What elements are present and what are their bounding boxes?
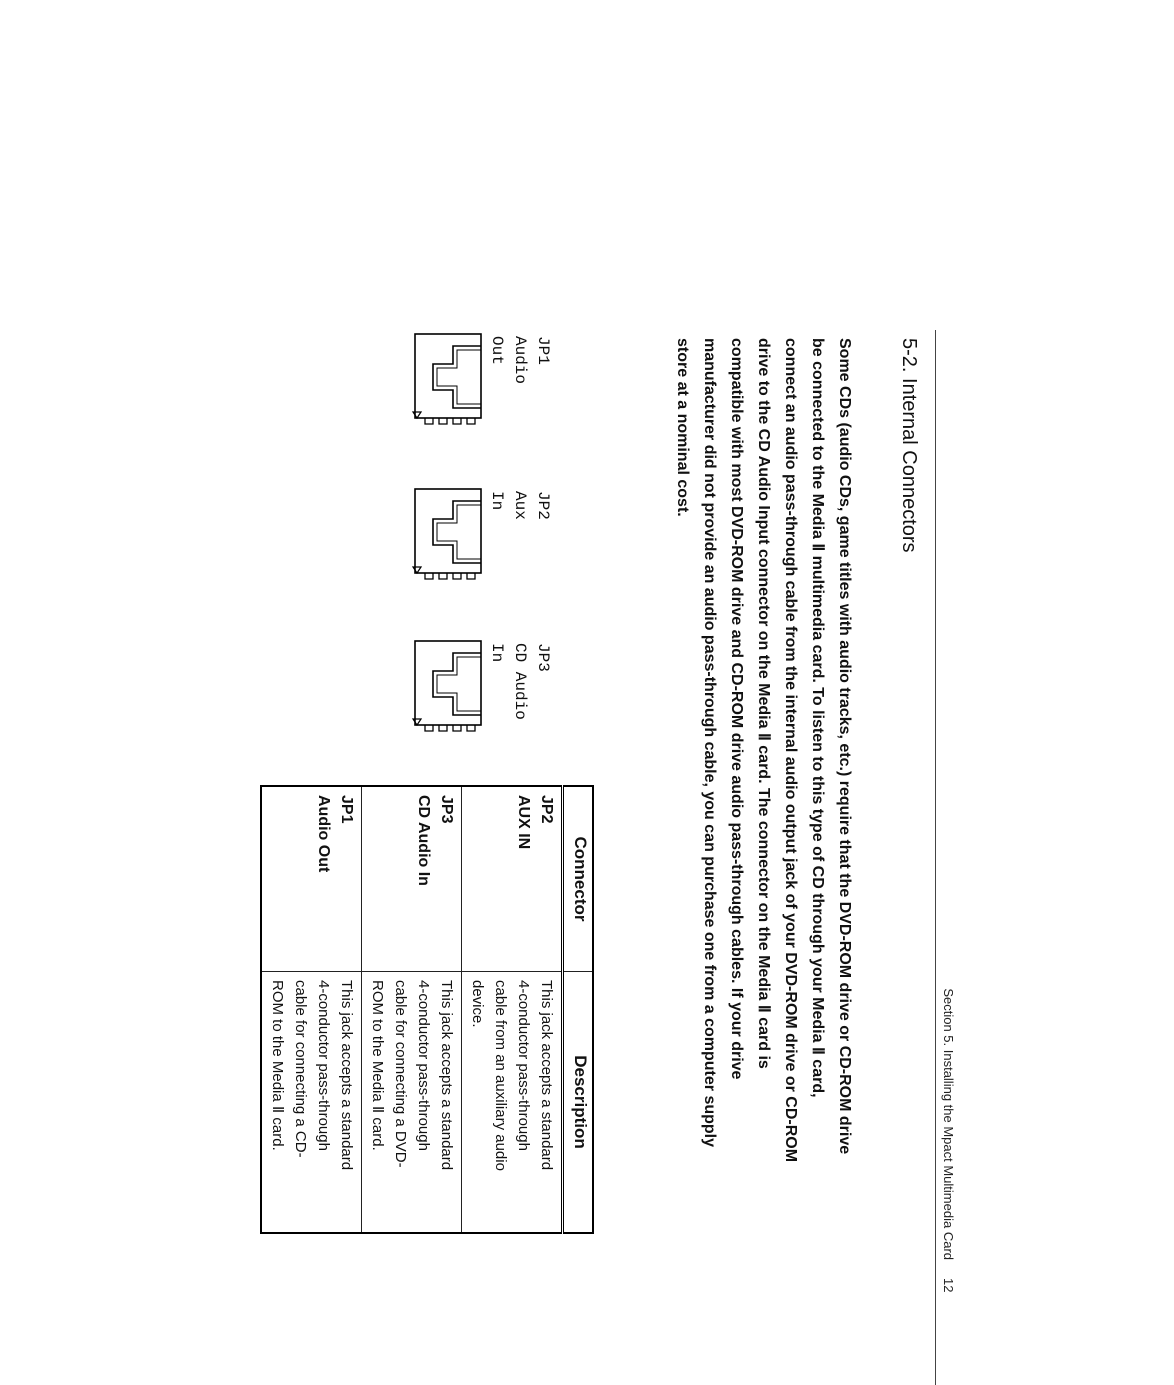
body-line: Some CDs (audio CDs, game titles with audio tracks, etc.) require that the DVD-ROM drive or CD-ROM drive bbox=[836, 338, 853, 1155]
description-line: This jack accepts a standard bbox=[438, 980, 455, 1171]
connector-cell bbox=[261, 786, 362, 972]
connector-cell bbox=[362, 786, 462, 972]
description-line: This jack accepts a standard bbox=[338, 980, 355, 1171]
body-line: be connected to the Media Ⅱ multimedia card. To listen to this type of CD through your Media Ⅱ card, bbox=[809, 338, 826, 1098]
jack-jp2 bbox=[403, 487, 554, 647]
jack-label-line: JP3 bbox=[534, 643, 552, 672]
jack-label-line: Out bbox=[488, 336, 506, 365]
connector-id: JP2 bbox=[538, 795, 555, 824]
connector-name: AUX IN bbox=[515, 795, 532, 850]
description-cell bbox=[362, 972, 462, 1234]
connector-id: JP3 bbox=[438, 795, 455, 824]
connector-name: CD Audio In bbox=[415, 795, 432, 886]
description-line: cable for connecting a CD- bbox=[292, 980, 309, 1158]
header-divider bbox=[935, 330, 936, 1385]
table-row bbox=[261, 786, 362, 1233]
description-line: cable from an auxiliary audio bbox=[492, 980, 509, 1171]
jack-label-line: In bbox=[488, 643, 506, 663]
column-header-description: Description bbox=[563, 972, 594, 1234]
jack-jp1 bbox=[403, 332, 554, 492]
jack-label-line: Audio bbox=[511, 336, 529, 385]
jack-jp3 bbox=[403, 639, 554, 799]
body-line: compatible with most DVD-ROM drive and CD-ROM drive audio pass-through cables. If your drive bbox=[728, 338, 745, 1080]
table-row bbox=[362, 786, 462, 1233]
jack-label-line: JP2 bbox=[534, 491, 552, 520]
description-cell bbox=[462, 972, 563, 1234]
body-paragraph bbox=[669, 338, 858, 1368]
connector-jack-icon bbox=[403, 332, 483, 430]
body-line: store at a nominal cost. bbox=[674, 338, 691, 517]
table-header-row bbox=[563, 786, 594, 1233]
jack-label-line: JP1 bbox=[534, 336, 552, 365]
jack-label bbox=[485, 491, 554, 647]
jack-label-line: CD Audio bbox=[511, 643, 529, 720]
description-cell bbox=[261, 972, 362, 1234]
jack-label bbox=[485, 336, 554, 492]
connector-id: JP1 bbox=[338, 795, 355, 824]
description-line: This jack accepts a standard bbox=[538, 980, 555, 1171]
connector-table bbox=[260, 785, 594, 1234]
column-header-connector: Connector bbox=[563, 786, 594, 972]
connector-diagram bbox=[354, 332, 554, 802]
table-row bbox=[462, 786, 563, 1233]
jack-label-line: Aux bbox=[511, 491, 529, 520]
running-header-title: Section 5. Installing the Mpact Multimedia Card bbox=[941, 988, 956, 1260]
description-line: ROM to the Media Ⅱ card. bbox=[369, 980, 386, 1151]
jack-label bbox=[485, 643, 554, 799]
body-line: manufacturer did not provide an audio pass-through cable, you can purchase one from a computer supply bbox=[701, 338, 718, 1148]
description-line: 4-conductor pass-through bbox=[415, 980, 432, 1151]
description-line: 4-conductor pass-through bbox=[315, 980, 332, 1151]
description-line: ROM to the Media Ⅱ card. bbox=[269, 980, 286, 1151]
section-title: 5-2. Internal Connectors bbox=[898, 338, 920, 553]
body-line: connect an audio pass-through cable from the internal audio output jack of your DVD-ROM drive or CD-ROM bbox=[782, 338, 799, 1163]
description-line: device. bbox=[469, 980, 486, 1028]
body-line: drive to the CD Audio Input connector on the Media Ⅱ card. The connector on the Media Ⅱ card is bbox=[755, 338, 772, 1069]
description-line: cable for connecting a DVD- bbox=[392, 980, 409, 1168]
page-number: 12 bbox=[941, 1278, 956, 1293]
jack-label-line: In bbox=[488, 491, 506, 511]
connector-jack-icon bbox=[403, 639, 483, 737]
connector-name: Audio Out bbox=[315, 795, 332, 873]
connector-jack-icon bbox=[403, 487, 483, 585]
connector-cell bbox=[462, 786, 563, 972]
description-line: 4-conductor pass-through bbox=[515, 980, 532, 1151]
